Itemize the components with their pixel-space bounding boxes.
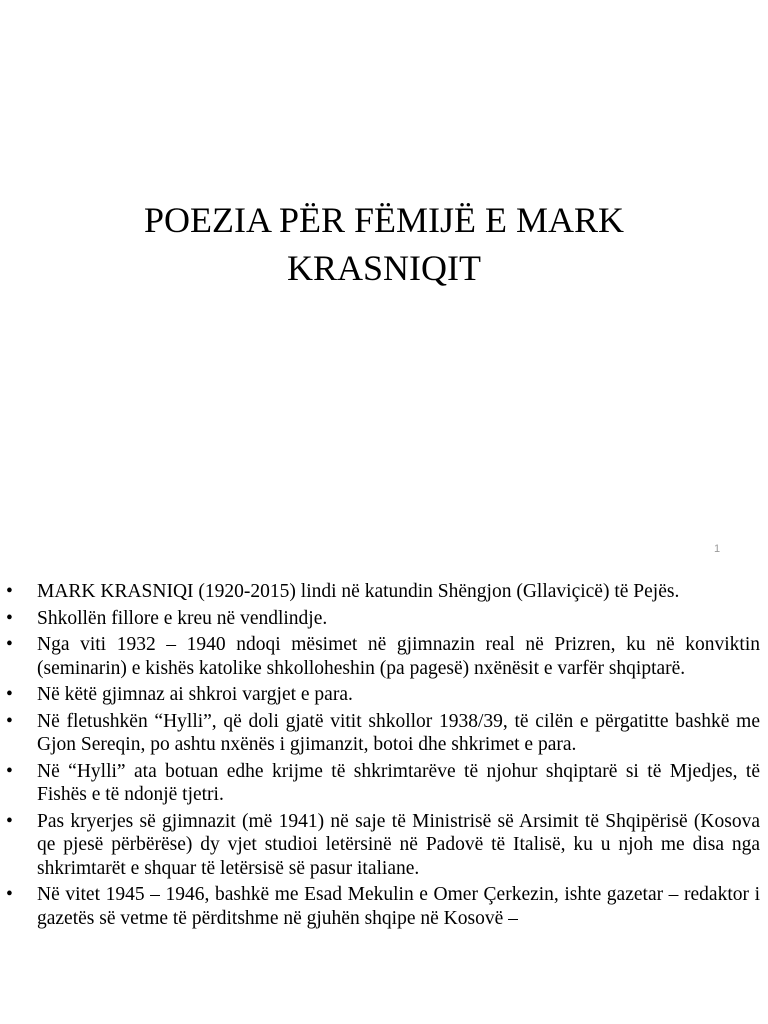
bullet-text: Shkollën fillore e kreu në vendlindje. [37, 607, 328, 629]
bullet-text: Në fletushkën “Hylli”, që doli gjatë vitit shkollor 1938/39, të cilën e përgatitte bashkë me Gjon Sereqin, po ashtu nxënës i gjimanzit, botoi dhe shkrimet e para. [37, 710, 760, 755]
bullet-marker: • [6, 607, 13, 629]
bullet-text: Nga viti 1932 – 1940 ndoqi mësimet në gjimnazin real në Prizren, ku në konviktin (seminarin) e kishës katolike shkolloheshin (pa pagesë) nxënësit e varfër shqiptarë. [37, 634, 760, 679]
bullet-text: Pas kryerjes së gjimnazit (më 1941) në saje të Ministrisë së Arsimit të Shqipërisë (Kosova qe pjesë përbërëse) dy vjet studioi letërsinë në Padovë të Italisë, ku u njoh me disa nga shkrimtarët e shquar të letërsisë së pasur italiane. [37, 810, 760, 879]
bullet-marker: • [6, 760, 13, 782]
bullet-item [0, 710, 768, 757]
bullet-item [0, 580, 768, 604]
bullet-marker: • [6, 634, 13, 655]
bullet-item [0, 633, 768, 680]
bullet-marker: • [6, 810, 13, 832]
bullet-marker: • [6, 684, 13, 705]
bullet-marker: • [6, 581, 13, 602]
page-number: 1 [714, 543, 721, 555]
bullet-item [0, 607, 768, 631]
bullet-item [0, 810, 768, 881]
slide-title: POEZIA PËR FËMIJË E MARK KRASNIQIT [143, 200, 625, 288]
bullet-item [0, 683, 768, 707]
bullet-text: Në këtë gjimnaz ai shkroi vargjet e para. [37, 684, 353, 705]
bullet-text: Në “Hylli” ata botuan edhe krijme të shkrimtarëve të njohur shqiptarë si të Mjedjes, të Fishës e të ndonjë tjetri. [37, 760, 760, 805]
bullet-item [0, 883, 768, 930]
bullet-text: Në vitet 1945 – 1946, bashkë me Esad Mekulin e Omer Çerkezin, ishte gazetar – redaktor i gazetës së vetme të përditshme në gjuhën shqipe në Kosovë – [37, 884, 760, 929]
bullet-list [0, 580, 768, 933]
content-slide [0, 566, 768, 1024]
bullet-item [0, 760, 768, 807]
bullet-marker: • [6, 884, 13, 905]
bullet-text: MARK KRASNIQI (1920-2015) lindi në katundin Shëngjon (Gllaviçicë) të Pejës. [37, 581, 680, 602]
bullet-marker: • [6, 710, 13, 732]
